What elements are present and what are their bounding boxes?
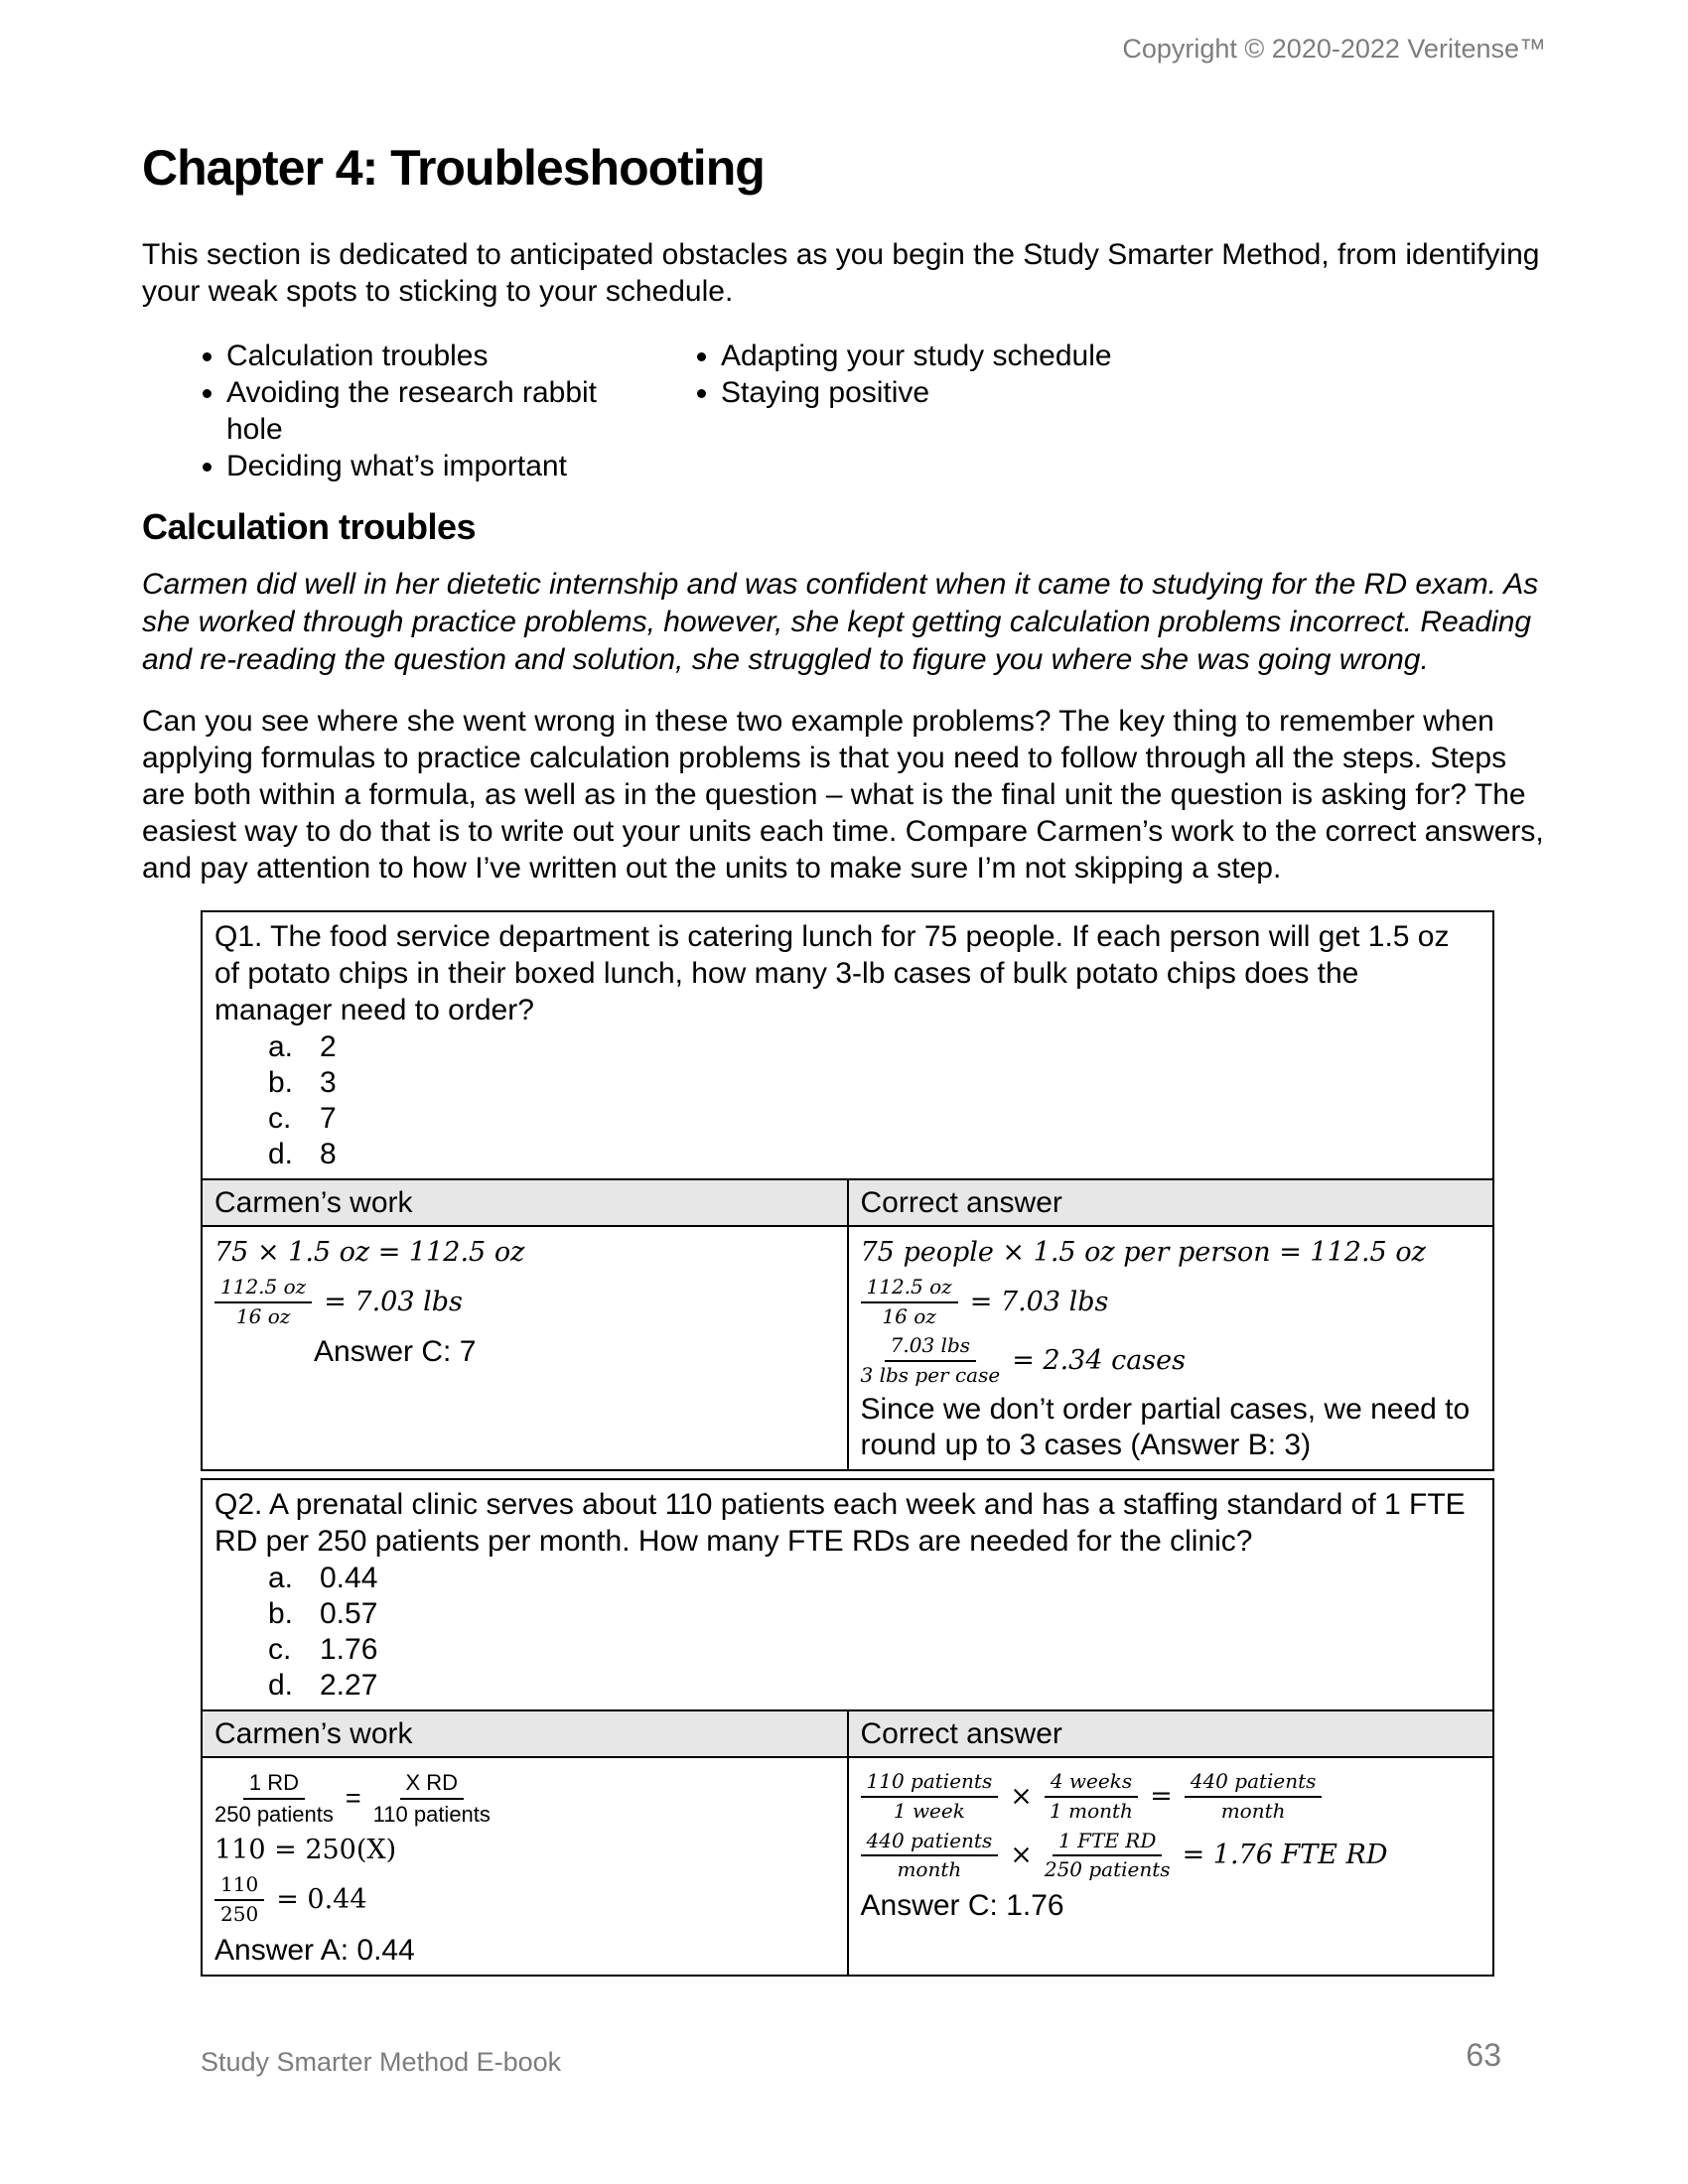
fraction-denominator: 16 oz bbox=[235, 1303, 291, 1328]
answer-option bbox=[214, 1596, 1480, 1632]
option-label: b. bbox=[268, 1066, 294, 1099]
answer-option bbox=[214, 1668, 1480, 1704]
list-item: • Adapting your study schedule bbox=[721, 338, 1112, 374]
fraction-numerator: 1 RD bbox=[243, 1769, 305, 1800]
math-row bbox=[861, 1829, 1481, 1882]
rounding-note: Since we don’t order partial cases, we need to round up to 3 cases (Answer B: 3) bbox=[860, 1393, 1471, 1462]
math-row bbox=[214, 1769, 835, 1828]
fraction-denominator: 3 lbs per case bbox=[860, 1362, 1001, 1387]
topics-bullet-list bbox=[142, 338, 1546, 484]
page-content bbox=[142, 0, 1546, 1977]
q1-carmen-header: Carmen’s work bbox=[202, 1179, 848, 1226]
q2-correct-answer-cell bbox=[848, 1757, 1494, 1975]
fraction-numerator: X RD bbox=[400, 1769, 465, 1800]
topics-column-right bbox=[599, 338, 1112, 484]
fraction-denominator: month bbox=[897, 1857, 962, 1882]
math-line: 110 = 250(X) bbox=[214, 1835, 397, 1866]
chapter-intro-paragraph: This section is dedicated to anticipated obstacles as you begin the Study Smarter Method, from identifying your weak spots to sticking to your schedule. bbox=[142, 238, 1540, 308]
option-label: a. bbox=[268, 1030, 294, 1063]
multiply-operator: × bbox=[1010, 1781, 1033, 1813]
chapter-title: Chapter 4: Troubleshooting bbox=[142, 140, 765, 196]
answer-option bbox=[214, 1632, 1480, 1668]
fraction-denominator: 250 bbox=[220, 1902, 259, 1927]
q2-question-text: Q2. A prenatal clinic serves about 110 patients each week and has a staffing standard of 1 FTE RD per 250 patients per month. How many FTE RDs are needed for the clinic? bbox=[214, 1488, 1466, 1559]
fraction bbox=[214, 1769, 334, 1828]
q2-work-row bbox=[202, 1757, 1493, 1975]
equation-result: = 0.44 bbox=[276, 1884, 367, 1916]
equation-result: = 7.03 lbs bbox=[969, 1286, 1109, 1317]
math-line: 75 × 1.5 oz = 112.5 oz bbox=[214, 1237, 525, 1268]
fraction bbox=[861, 1769, 999, 1823]
option-label: a. bbox=[268, 1562, 294, 1595]
fraction-denominator: 16 oz bbox=[882, 1303, 936, 1328]
option-value: 7 bbox=[320, 1102, 337, 1135]
fraction bbox=[861, 1275, 958, 1328]
fraction-denominator: 250 patients bbox=[1044, 1857, 1171, 1882]
option-label: c. bbox=[268, 1633, 292, 1667]
section-heading: Calculation troubles bbox=[142, 506, 477, 547]
q1-correct-header: Correct answer bbox=[848, 1179, 1494, 1226]
q2-question-cell bbox=[202, 1479, 1493, 1710]
fraction-numerator: 110 bbox=[214, 1872, 264, 1901]
list-item: • Deciding what’s important bbox=[226, 448, 599, 484]
math-row bbox=[861, 1333, 1481, 1387]
math-row bbox=[861, 1769, 1481, 1823]
copyright-notice: Copyright © 2020-2022 Veritense™ bbox=[1122, 34, 1546, 64]
fraction bbox=[861, 1829, 999, 1882]
fraction bbox=[1045, 1829, 1171, 1882]
q1-table bbox=[201, 910, 1494, 1471]
equals-operator: = bbox=[345, 1783, 361, 1814]
q1-question-text: Q1. The food service department is catering lunch for 75 people. If each person will get 1.5 oz of potato chips in their boxed lunch, how many 3-lb cases of bulk potato chips does the manager need to order? bbox=[214, 920, 1450, 1026]
fraction-denominator: 1 week bbox=[893, 1799, 965, 1824]
q2-correct-header: Correct answer bbox=[848, 1710, 1494, 1757]
q1-header-row bbox=[202, 1179, 1493, 1226]
fraction-denominator: 1 month bbox=[1050, 1799, 1133, 1824]
q1-options bbox=[214, 1029, 1480, 1172]
topics-column-left bbox=[142, 338, 599, 484]
option-value: 0.44 bbox=[320, 1562, 378, 1595]
fraction bbox=[214, 1872, 264, 1926]
fraction-numerator: 7.03 lbs bbox=[885, 1333, 976, 1362]
multiply-operator: × bbox=[1010, 1840, 1033, 1871]
fraction bbox=[1045, 1769, 1138, 1823]
correct-answer: Answer C: 1.76 bbox=[860, 1888, 1064, 1922]
fraction bbox=[373, 1769, 491, 1828]
q2-carmen-header: Carmen’s work bbox=[202, 1710, 848, 1757]
math-row bbox=[861, 1275, 1481, 1328]
option-value: 1.76 bbox=[320, 1633, 378, 1667]
option-value: 2.27 bbox=[320, 1669, 378, 1703]
footer-book-title: Study Smarter Method E-book bbox=[201, 2047, 562, 2077]
fraction bbox=[861, 1333, 1001, 1387]
q2-header-row bbox=[202, 1710, 1493, 1757]
list-item: • Staying positive bbox=[721, 374, 1112, 411]
q2-question-row bbox=[202, 1479, 1493, 1710]
q1-carmen-work-cell bbox=[202, 1226, 848, 1470]
option-value: 0.57 bbox=[320, 1597, 378, 1631]
option-value: 8 bbox=[320, 1138, 337, 1170]
option-label: d. bbox=[268, 1669, 294, 1703]
q1-question-cell bbox=[202, 911, 1493, 1179]
fraction-numerator: 440 patients bbox=[1185, 1769, 1323, 1798]
option-value: 2 bbox=[320, 1030, 337, 1063]
answer-option bbox=[214, 1561, 1480, 1596]
q2-carmen-work-cell bbox=[202, 1757, 848, 1975]
equation-result: = 7.03 lbs bbox=[324, 1286, 463, 1317]
carmen-answer: Answer C: 7 bbox=[314, 1335, 477, 1369]
fraction-numerator: 112.5 oz bbox=[861, 1275, 958, 1303]
q1-correct-answer-cell bbox=[848, 1226, 1494, 1470]
fraction-numerator: 4 weeks bbox=[1045, 1769, 1138, 1798]
page-number: 63 bbox=[1466, 2037, 1501, 2073]
answer-option bbox=[214, 1101, 1480, 1137]
fraction-numerator: 112.5 oz bbox=[214, 1275, 312, 1303]
math-line: 75 people × 1.5 oz per person = 112.5 oz bbox=[860, 1237, 1426, 1268]
option-label: d. bbox=[268, 1138, 294, 1170]
option-label: c. bbox=[268, 1102, 292, 1135]
answer-option bbox=[214, 1137, 1480, 1172]
fraction-denominator: 250 patients bbox=[214, 1802, 334, 1828]
list-item: • Calculation troubles bbox=[226, 338, 599, 374]
q1-question-row bbox=[202, 911, 1493, 1179]
math-row bbox=[214, 1275, 835, 1328]
option-label: b. bbox=[268, 1597, 294, 1631]
carmen-story-paragraph: Carmen did well in her dietetic internship and was confident when it came to studying for the RD exam. As she worked through practice problems, however, she kept getting calculation problems incorrect. Reading and re-reading the question and solution, she struggled to figure you where she was going wrong. bbox=[142, 568, 1539, 676]
equals-operator: = bbox=[1150, 1781, 1173, 1813]
fraction bbox=[1185, 1769, 1323, 1823]
fraction-denominator: 110 patients bbox=[372, 1802, 491, 1828]
q1-work-row bbox=[202, 1226, 1493, 1470]
list-item: • Avoiding the research rabbit hole bbox=[226, 374, 599, 448]
q2-table bbox=[201, 1478, 1494, 1976]
fraction-numerator: 110 patients bbox=[861, 1769, 999, 1798]
equation-result: = 1.76 FTE RD bbox=[1182, 1840, 1388, 1871]
fraction-numerator: 440 patients bbox=[861, 1829, 999, 1857]
option-value: 3 bbox=[320, 1066, 337, 1099]
fraction-denominator: month bbox=[1220, 1799, 1286, 1824]
fraction-numerator: 1 FTE RD bbox=[1053, 1829, 1162, 1857]
fraction bbox=[214, 1275, 312, 1328]
q2-options bbox=[214, 1561, 1480, 1704]
equation-result: = 2.34 cases bbox=[1012, 1344, 1187, 1376]
math-row bbox=[214, 1872, 835, 1926]
explanation-paragraph: Can you see where she went wrong in these two example problems? The key thing to remember when applying formulas to practice calculation problems is that you need to follow through all the steps. Steps are both within a formula, as well as in the question – what is the final unit the question is asking for? The easiest way to do that is to write out your units each time. Compare Carmen’s work to the correct answers, and pay attention to how I’ve written out the units to make sure I’m not skipping a step. bbox=[142, 705, 1544, 885]
answer-option bbox=[214, 1029, 1480, 1065]
answer-option bbox=[214, 1065, 1480, 1101]
carmen-answer: Answer A: 0.44 bbox=[214, 1933, 415, 1967]
